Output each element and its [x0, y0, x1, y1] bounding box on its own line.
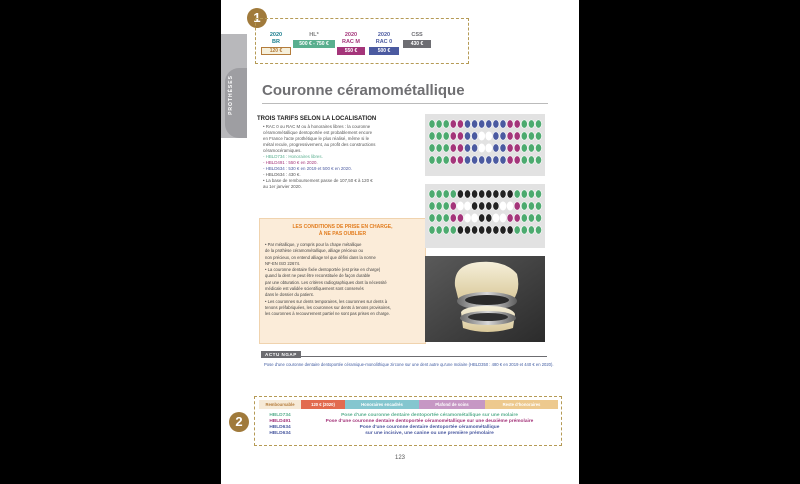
- tooth-icon: [528, 120, 534, 128]
- body-text: [263, 124, 421, 190]
- tooth-icon: [443, 226, 449, 234]
- tooth-icon: [429, 144, 435, 152]
- row-code: HBLD634: [269, 431, 291, 436]
- tooth-icon: [472, 120, 478, 128]
- tooth-icon: [457, 156, 463, 164]
- tooth-icon: [443, 132, 449, 140]
- tooth-icon: [457, 226, 463, 234]
- tooth-icon: [479, 214, 485, 222]
- tooth-icon: [535, 190, 541, 198]
- price-col-rac0: [369, 32, 399, 55]
- tooth-icon: [500, 120, 506, 128]
- actu-label: ACTU NGAP: [261, 351, 301, 358]
- price-value: 500 € - 750 €: [293, 40, 335, 48]
- tooth-icon: [457, 144, 463, 152]
- condition-line: • Par métallique, y compris pour la chape métallique: [265, 242, 362, 247]
- tooth-icon: [472, 144, 478, 152]
- actu-rule: [261, 356, 547, 357]
- tooth-icon: [486, 132, 492, 140]
- tooth-icon: [507, 120, 513, 128]
- tooth-icon: [500, 202, 506, 210]
- tooth-icon: [528, 156, 534, 164]
- tooth-icon: [443, 144, 449, 152]
- condition-line: de la prothèse céramométallique, alliage précieux ou: [265, 248, 363, 254]
- price-value: 500 €: [369, 47, 399, 55]
- tooth-icon: [514, 226, 520, 234]
- tooth-icon: [493, 132, 499, 140]
- condition-line: • Les couronnes sur dents temporaires, les couronnes sur dents à: [265, 298, 388, 304]
- tooth-icon: [514, 214, 520, 222]
- tooth-icon: [436, 132, 442, 140]
- tooth-icon: [479, 190, 485, 198]
- section-label: PROTHÈSES: [228, 75, 234, 115]
- tooth-icon: [436, 120, 442, 128]
- body-line: céramométallique dentoportée est probablement encore: [263, 130, 373, 135]
- tooth-icon: [535, 226, 541, 234]
- tooth-icon: [514, 202, 520, 210]
- header-cell: Honoraires encadrés: [345, 400, 419, 409]
- condition-line: quand la dent ne peut être reconstituée de façon durable: [265, 273, 371, 279]
- tooth-icon: [464, 156, 470, 164]
- tooth-icon: [457, 214, 463, 222]
- price-value: 550 €: [337, 47, 365, 55]
- tooth-icon: [464, 190, 470, 198]
- price-code: HL*: [309, 32, 319, 38]
- tooth-icon: [436, 190, 442, 198]
- tooth-icon: [535, 144, 541, 152]
- tooth-icon: [514, 156, 520, 164]
- tooth-icon: [472, 132, 478, 140]
- tooth-icon: [486, 156, 492, 164]
- tooth-icon: [457, 120, 463, 128]
- body-line: - HBLD734 : Honoraires libres.: [263, 154, 323, 159]
- price-code: BR: [272, 39, 280, 45]
- tooth-icon: [500, 226, 506, 234]
- condition-line: les couronnes à recouvrement partiel ne sont pas prises en charge.: [265, 311, 390, 317]
- body-line: en France l'acte prothétique le plus réalisé, même si le: [263, 136, 370, 141]
- tooth-icon: [507, 144, 513, 152]
- tooth-icon: [450, 190, 456, 198]
- body-line: métal recule, progressivement, au profit des constructions: [263, 142, 376, 147]
- price-year: 2020: [377, 32, 391, 38]
- tooth-icon: [507, 214, 513, 222]
- tooth-icon: [514, 190, 520, 198]
- price-code: CSS: [411, 32, 423, 38]
- tooth-icon: [493, 226, 499, 234]
- tooth-icon: [436, 214, 442, 222]
- tooth-icon: [493, 190, 499, 198]
- header-cell: Reste d'honoraires: [485, 400, 558, 409]
- header-cell: Remboursable: [259, 400, 301, 409]
- tooth-icon: [535, 132, 541, 140]
- tooth-icon: [472, 214, 478, 222]
- tooth-icon: [464, 132, 470, 140]
- crown-photo: [425, 256, 545, 342]
- price-value: 120 €: [261, 47, 291, 55]
- tooth-icon: [493, 120, 499, 128]
- tooth-icon: [429, 190, 435, 198]
- tooth-icon: [464, 120, 470, 128]
- header-cell: 120 € (2020): [301, 400, 345, 409]
- row-desc: sur une incisive, une canine ou une première prémolaire: [365, 431, 494, 436]
- price-code: RAC 0: [375, 39, 393, 45]
- price-year: 2020: [269, 32, 283, 38]
- condition-line: • La couronne dentaire fixée dentoportée (est prise en charge): [265, 267, 381, 273]
- tooth-icon: [457, 132, 463, 140]
- tooth-icon: [429, 156, 435, 164]
- table-row: [259, 431, 558, 437]
- tooth-icon: [436, 202, 442, 210]
- condition-line: tenons préfabriquées, les couronnes sur dents à tenons provisoires,: [265, 304, 391, 310]
- condition-line: médicale est validée scientifiquement sont conservés: [265, 286, 364, 292]
- tooth-icon: [500, 214, 506, 222]
- body-line: • RAC 0 ou RAC M ou à honoraires libres : la couronne: [263, 124, 371, 129]
- tooth-icon: [507, 132, 513, 140]
- tooth-icon: [486, 202, 492, 210]
- tooth-icon: [521, 144, 527, 152]
- tooth-icon: [450, 214, 456, 222]
- tooth-icon: [443, 120, 449, 128]
- tariff-table: [259, 400, 558, 437]
- body-line: - HBLD634 : 530 € en 2019 et 500 € en 2020.: [263, 166, 352, 171]
- tooth-icon: [493, 214, 499, 222]
- table-header: [259, 400, 558, 409]
- tooth-icon: [472, 226, 478, 234]
- row-code: HBLD734: [269, 413, 291, 418]
- tooth-icon: [514, 144, 520, 152]
- row-code: HBLD634: [269, 425, 291, 430]
- dental-chart-lower: [425, 184, 545, 248]
- tooth-icon: [429, 132, 435, 140]
- tooth-icon: [479, 202, 485, 210]
- callout-badge-1: 1: [247, 8, 267, 28]
- tooth-icon: [500, 144, 506, 152]
- tooth-icon: [472, 190, 478, 198]
- tooth-icon: [443, 156, 449, 164]
- actu-text: Pose d'une couronne dentaire dentoportée céramique-monolithique zircone sur une dent autre qu'une molaire (HBLD350 : 480 € en 2019 et 440 € en 2020).: [264, 362, 554, 367]
- tooth-icon: [521, 226, 527, 234]
- tooth-icon: [528, 144, 534, 152]
- tooth-icon: [436, 156, 442, 164]
- conditions-heading: À NE PAS OUBLIER: [318, 231, 367, 237]
- condition-line: dans le dossier du patient.: [265, 292, 314, 298]
- tooth-icon: [493, 156, 499, 164]
- price-year: 2020: [344, 32, 358, 38]
- row-desc: Pose d'une couronne dentaire dentoportée céramométallique sur une molaire: [341, 413, 518, 418]
- tooth-icon: [528, 190, 534, 198]
- price-col-racm: [337, 32, 365, 55]
- tooth-icon: [507, 156, 513, 164]
- tooth-icon: [514, 120, 520, 128]
- tooth-icon: [450, 202, 456, 210]
- row-desc: Pose d'une couronne dentaire dentoportée céramométallique: [359, 425, 500, 430]
- tooth-icon: [436, 144, 442, 152]
- tooth-icon: [464, 214, 470, 222]
- body-line: - HBLD634 : 430 €.: [263, 172, 301, 177]
- tooth-icon: [450, 132, 456, 140]
- section-subtitle: TROIS TARIFS SELON LA LOCALISATION: [257, 116, 377, 122]
- page-title: Couronne céramométallique: [262, 82, 465, 99]
- price-col-hl: [293, 32, 335, 48]
- tooth-icon: [528, 202, 534, 210]
- document-page: [221, 0, 579, 484]
- tooth-icon: [457, 202, 463, 210]
- section-sidebar: [221, 34, 247, 138]
- tooth-icon: [521, 190, 527, 198]
- tooth-icon: [443, 190, 449, 198]
- tooth-icon: [535, 156, 541, 164]
- tooth-icon: [486, 144, 492, 152]
- body-line: • La base de remboursement passe de 107,50 € à 120 €: [263, 178, 373, 183]
- tooth-icon: [507, 202, 513, 210]
- tooth-icon: [450, 226, 456, 234]
- tooth-icon: [464, 202, 470, 210]
- tooth-icon: [507, 226, 513, 234]
- tooth-icon: [528, 132, 534, 140]
- body-line: au 1er janvier 2020.: [263, 184, 302, 189]
- tooth-icon: [486, 214, 492, 222]
- tooth-icon: [429, 214, 435, 222]
- tooth-icon: [521, 202, 527, 210]
- tooth-icon: [500, 190, 506, 198]
- tooth-icon: [521, 120, 527, 128]
- tooth-icon: [479, 144, 485, 152]
- tooth-icon: [436, 226, 442, 234]
- tooth-icon: [479, 226, 485, 234]
- tooth-icon: [500, 132, 506, 140]
- body-line: céramocéramiques.: [263, 148, 302, 153]
- tooth-icon: [535, 202, 541, 210]
- condition-line: par une obturation. Les critères radiographiques dont la nécessité: [265, 279, 387, 285]
- body-line: - HBLD491 : 550 € en 2020.: [263, 160, 318, 165]
- conditions-heading: LES CONDITIONS DE PRISE EN CHARGE,: [292, 224, 393, 230]
- tooth-icon: [507, 190, 513, 198]
- tooth-icon: [500, 156, 506, 164]
- tooth-icon: [528, 226, 534, 234]
- tooth-icon: [521, 214, 527, 222]
- tooth-icon: [521, 156, 527, 164]
- tooth-icon: [535, 120, 541, 128]
- tooth-icon: [514, 132, 520, 140]
- tooth-icon: [472, 202, 478, 210]
- price-code: RAC M: [341, 39, 361, 45]
- header-cell: Plafond de soins: [419, 400, 485, 409]
- price-col-br: [261, 32, 291, 55]
- page-number: 123: [394, 455, 405, 461]
- row-desc: Pose d'une couronne dentaire dentoportée céramométallique sur une deuxième prémolaire: [325, 419, 534, 424]
- tooth-icon: [528, 214, 534, 222]
- tooth-icon: [479, 120, 485, 128]
- tooth-icon: [429, 120, 435, 128]
- tooth-icon: [486, 120, 492, 128]
- tooth-icon: [429, 202, 435, 210]
- callout-badge-2: 2: [229, 412, 249, 432]
- tooth-icon: [457, 190, 463, 198]
- condition-line: non précieux, on entend alliage tel que défini dans la norme: [265, 254, 376, 260]
- tooth-icon: [443, 202, 449, 210]
- conditions-box: [259, 218, 426, 344]
- condition-line: NF-EN ISO 22674.: [265, 260, 301, 266]
- tooth-icon: [450, 156, 456, 164]
- price-col-css: [403, 32, 431, 48]
- tooth-icon: [472, 156, 478, 164]
- tooth-icon: [493, 144, 499, 152]
- tooth-icon: [464, 226, 470, 234]
- tooth-icon: [486, 190, 492, 198]
- tooth-icon: [479, 156, 485, 164]
- row-code: HBLD491: [269, 419, 291, 424]
- dental-chart-upper: [425, 114, 545, 176]
- tooth-icon: [486, 226, 492, 234]
- tooth-icon: [479, 132, 485, 140]
- tooth-icon: [464, 144, 470, 152]
- tooth-icon: [521, 132, 527, 140]
- tooth-icon: [443, 214, 449, 222]
- title-rule: [262, 103, 548, 104]
- tooth-icon: [493, 202, 499, 210]
- tooth-icon: [450, 144, 456, 152]
- price-value: 430 €: [403, 40, 431, 48]
- tooth-icon: [450, 120, 456, 128]
- tooth-icon: [535, 214, 541, 222]
- tooth-icon: [429, 226, 435, 234]
